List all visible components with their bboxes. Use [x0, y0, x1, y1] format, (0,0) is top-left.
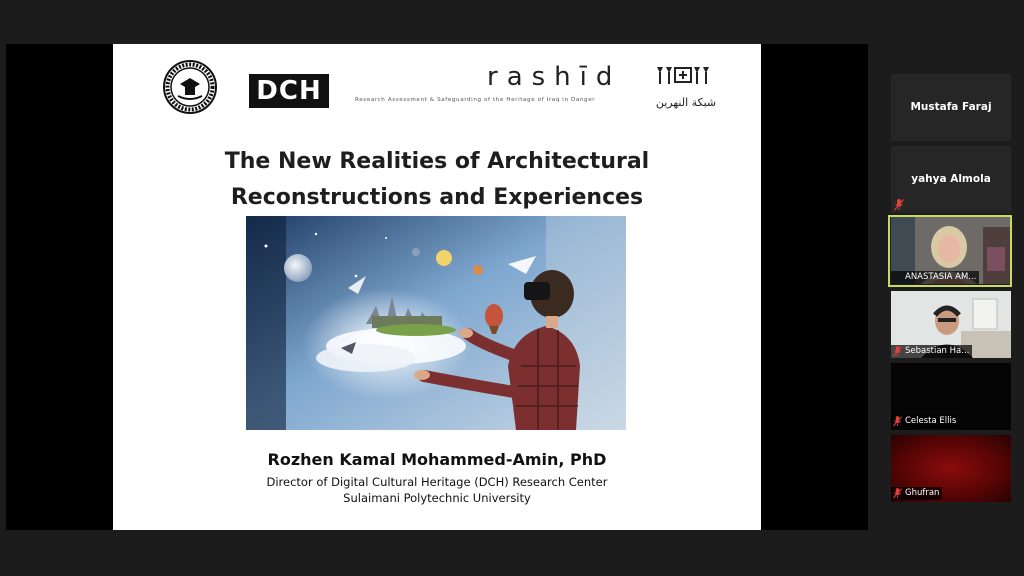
active-speaker-highlight	[888, 215, 1012, 287]
mic-muted-icon	[893, 346, 902, 357]
presenter-organization: Sulaimani Polytechnic University	[343, 491, 531, 505]
participant-name-tag	[891, 415, 959, 428]
slide-title-line-1: The New Realities of Architectural	[224, 149, 650, 174]
participant-name: Sebastian Ha...	[905, 346, 970, 356]
participant-tile-yahya-almola[interactable]	[891, 146, 1011, 213]
rashid-logo: rashīd	[487, 62, 622, 92]
slide-title	[113, 144, 761, 216]
presenter-name: Rozhen Kamal Mohammed-Amin, PhD	[267, 450, 607, 469]
participant-tile-celesta-ellis[interactable]	[891, 363, 1011, 430]
vr-illustration-image	[246, 216, 626, 430]
participant-tile-ghufran[interactable]	[891, 435, 1011, 502]
mic-muted-icon	[893, 416, 902, 427]
participant-name-tag	[891, 345, 972, 358]
participant-name: yahya Almola	[911, 173, 991, 185]
presenter-affiliation	[113, 474, 761, 506]
presentation-slide	[113, 44, 761, 530]
participant-name-tag	[891, 487, 942, 500]
participant-name: Ghufran	[905, 488, 940, 498]
mic-muted-icon	[894, 199, 904, 211]
mic-muted-icon	[893, 488, 902, 499]
cuneiform-logo	[655, 64, 713, 86]
presenter-role: Director of Digital Cultural Heritage (DCH) Research Center	[266, 475, 608, 489]
participant-tile-sebastian[interactable]	[891, 291, 1011, 358]
slide-title-line-2: Reconstructions and Experiences	[230, 185, 644, 210]
rashid-tagline: Research Assessment & Safeguarding of the Heritage of Iraq in Danger	[355, 97, 596, 103]
participant-name: ANASTASIA AM...	[905, 272, 977, 282]
university-seal-logo	[163, 60, 217, 114]
arabic-network-name: شبكة النهرين	[655, 96, 717, 109]
participant-name: Mustafa Faraj	[910, 101, 992, 113]
participant-name: Celesta Ellis	[905, 416, 957, 426]
dch-logo: DCH	[249, 74, 329, 108]
participant-tile-mustafa-faraj[interactable]	[891, 74, 1011, 141]
